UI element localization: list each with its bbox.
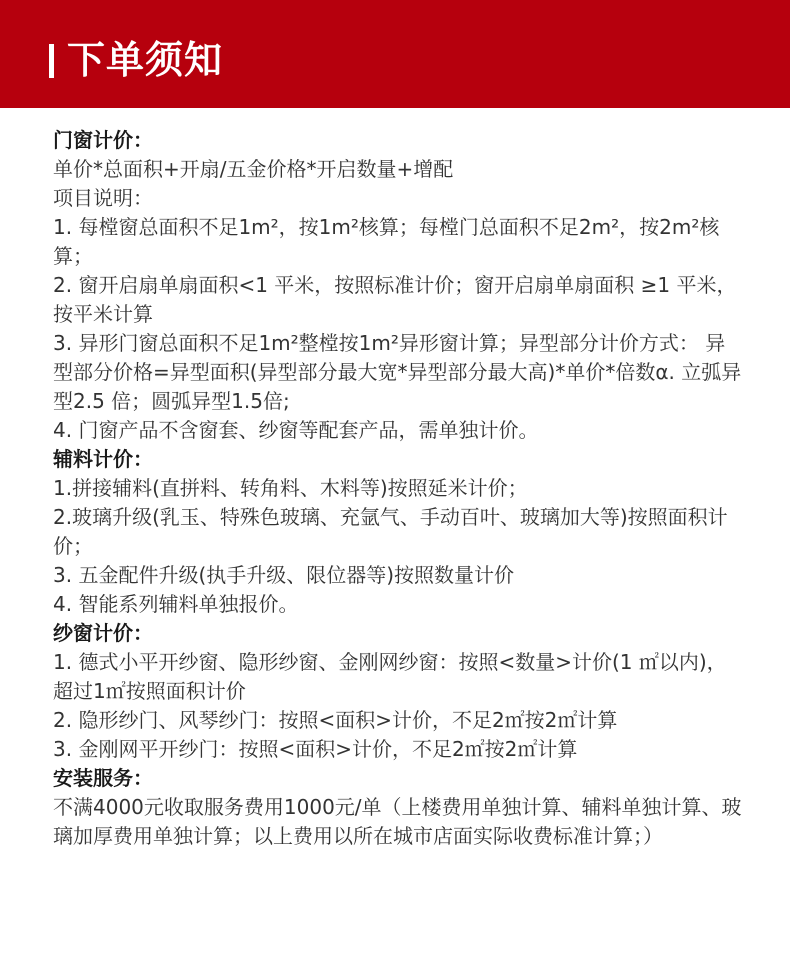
accessory-rule-4: 4. 智能系列辅料单独报价。 xyxy=(53,592,299,616)
window-rule-3: 3. 异形门窗总面积不足1m²整樘按1m²异形窗计算；异型部分计价方式： 异型部分价格=异型面积(异型部分最大宽*异型部分最大高)*单价*倍数α. 立弧异型2.5 倍；圆弧异型1.5倍; xyxy=(53,331,742,413)
pricing-formula: 单价*总面积+开扇/五金价格*开启数量+增配 xyxy=(53,157,454,181)
accessory-rule-3: 3. 五金配件升级(执手升级、限位器等)按照数量计价 xyxy=(53,563,515,587)
section-heading-accessory-pricing: 辅料计价： xyxy=(53,447,153,471)
window-rule-4: 4. 门窗产品不含窗套、纱窗等配套产品，需单独计价。 xyxy=(53,418,539,442)
section-heading-window-pricing: 门窗计价： xyxy=(53,128,153,152)
screen-rule-2: 2. 隐形纱门、风琴纱门：按照<面积>计价，不足2㎡按2㎡计算 xyxy=(53,708,618,732)
window-rule-2: 2. 窗开启扇单扇面积<1 平米，按照标准计价；窗开启扇单扇面积 ≥1 平米，按平米计算 xyxy=(53,273,737,326)
notice-content xyxy=(53,126,743,851)
header-banner xyxy=(0,0,790,108)
window-rule-1: 1. 每樘窗总面积不足1m²，按1m²核算；每樘门总面积不足2m²，按2m²核算； xyxy=(53,215,720,268)
screen-rule-1: 1. 德式小平开纱窗、隐形纱窗、金刚网纱窗：按照<数量>计价(1 ㎡以内)，超过1㎡按照面积计价 xyxy=(53,650,727,703)
screen-rule-3: 3. 金刚网平开纱门：按照<面积>计价，不足2㎡按2㎡计算 xyxy=(53,737,578,761)
accessory-rule-1: 1.拼接辅料(直拼料、转角料、木料等)按照延米计价； xyxy=(53,476,528,500)
page-title: 下单须知 xyxy=(67,38,224,82)
item-description-label: 项目说明： xyxy=(53,186,153,210)
accent-bar xyxy=(49,44,54,78)
accessory-rule-2: 2.玻璃升级(乳玉、特殊色玻璃、充氩气、手动百叶、玻璃加大等)按照面积计价； xyxy=(53,505,728,558)
section-heading-installation: 安装服务： xyxy=(53,766,153,790)
section-heading-screen-pricing: 纱窗计价： xyxy=(53,621,153,645)
installation-rule: 不满4000元收取服务费用1000元/单（上楼费用单独计算、辅料单独计算、玻璃加厚费用单独计算；以上费用以所在城市店面实际收费标准计算；） xyxy=(53,795,742,848)
